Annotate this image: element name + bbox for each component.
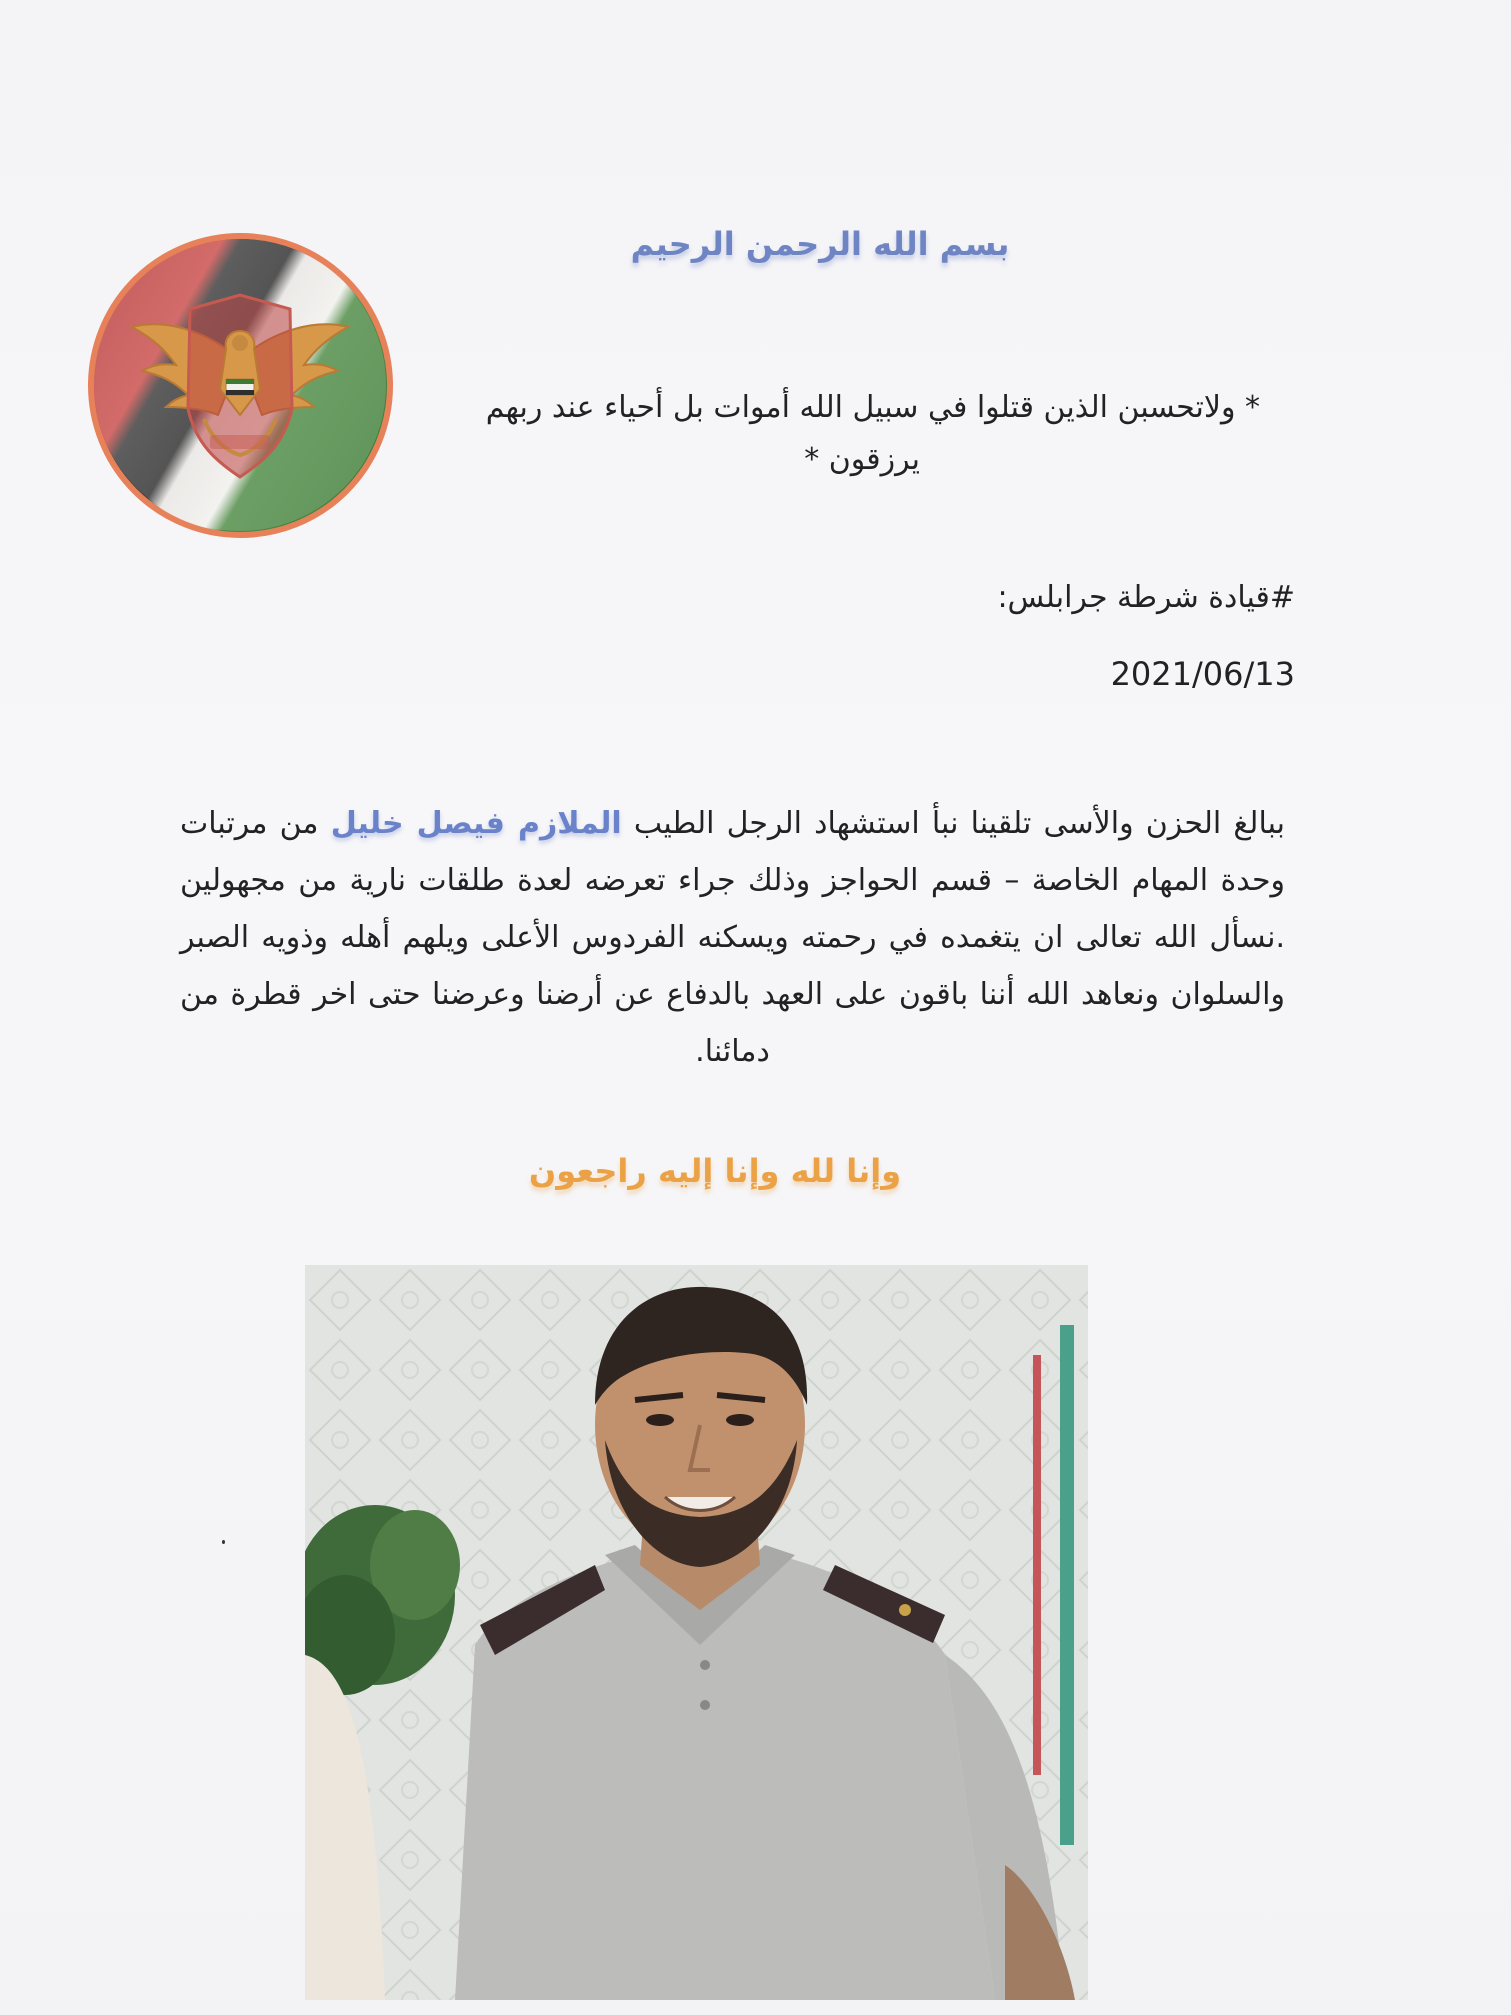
uniformed-man-portrait-icon [305,1265,1088,2000]
quran-verse [440,382,1260,486]
verse-line-2: يرزقون * [804,442,920,477]
martyr-name: الملازم فيصل خليل [330,806,622,841]
announcement-paragraph [180,795,1285,1080]
paragraph-rest: من مرتبات وحدة المهام الخاصة – قسم الحواجز وذلك جراء تعرضه لعدة طلقات نارية من مجهولين .نسأل الله تعالى ان يتغمده في رحمته ويسكنه الفردوس الأعلى ويلهم أهله وذويه الصبر والسلوان ونعاهد الله أننا باقون على العهد بالدفاع عن أرضنا وعرضنا حتى اخر قطرة من دمائنا. [180,806,1285,1069]
basmala-heading: بسم الله الرحمن الرحيم [630,225,1010,263]
closing-phrase: وإنا لله وإنا إليه راجعون [528,1152,902,1190]
portrait-photo [305,1265,1088,2000]
police-logo [88,233,393,538]
police-eagle-badge-icon [94,239,387,532]
issuer-hashtag: #قيادة شرطة جرابلس: [997,580,1295,615]
verse-line-1: * ولاتحسبن الذين قتلوا في سبيل الله أموات بل أحياء عند ربهم [485,390,1260,425]
paragraph-intro: ببالغ الحزن والأسى تلقينا نبأ استشهاد الرجل الطيب [633,806,1285,841]
stray-ink-dot [222,1540,225,1544]
document-date: 2021/06/13 [1110,655,1295,693]
